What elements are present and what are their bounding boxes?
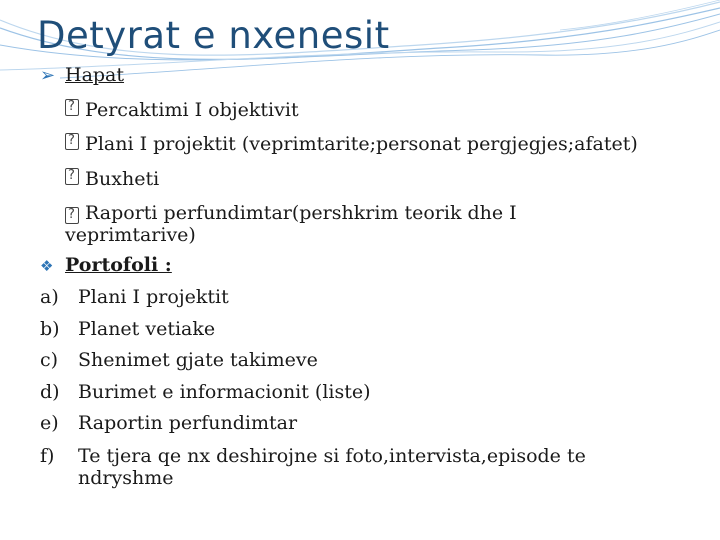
- list-letter: b): [40, 317, 60, 340]
- step-text: Percaktimi I objektivit: [85, 98, 299, 121]
- portofoli-heading: [40, 250, 700, 282]
- step-text: Plani I projektit (veprimtarite;personat pergjegjes;afatet): [85, 133, 638, 156]
- list-letter: d): [40, 380, 60, 403]
- list-text: Raportin perfundimtar: [78, 412, 298, 435]
- step-item: [40, 161, 700, 196]
- step-item: [40, 126, 700, 161]
- list-letter: f): [40, 444, 55, 467]
- step-item: [40, 92, 700, 127]
- list-text: Planet vetiake: [78, 317, 216, 340]
- diamond-bullet-icon: ❖: [40, 257, 54, 276]
- list-item: [40, 377, 700, 409]
- slide-body: [40, 60, 700, 493]
- list-text: Shenimet gjate takimeve: [78, 349, 318, 372]
- list-item: [40, 408, 700, 440]
- step-item: [40, 195, 585, 250]
- list-item: [40, 282, 700, 314]
- step-text: Buxheti: [85, 167, 160, 190]
- slide-title: Detyrat e nxenesit: [37, 14, 390, 57]
- missing-glyph-icon: [65, 168, 79, 185]
- list-item: [40, 440, 668, 493]
- list-letter: e): [40, 412, 59, 435]
- list-letter: c): [40, 349, 59, 372]
- list-text: Te tjera qe nx deshirojne si foto,intervista,episode te ndryshme: [78, 444, 586, 489]
- hapat-heading: [40, 60, 700, 92]
- step-text: Raporti perfundimtar(pershkrim teorik dhe I veprimtarive): [65, 202, 517, 247]
- list-item: [40, 314, 700, 346]
- hapat-label: Hapat: [65, 64, 125, 86]
- portofoli-label: Portofoli :: [65, 254, 172, 277]
- list-letter: a): [40, 285, 59, 308]
- arrow-bullet-icon: ➢: [40, 65, 56, 86]
- missing-glyph-icon: [65, 207, 79, 224]
- list-text: Plani I projektit: [78, 285, 229, 308]
- list-item: [40, 345, 700, 377]
- list-text: Burimet e informacionit (liste): [78, 380, 371, 403]
- missing-glyph-icon: [65, 133, 79, 150]
- missing-glyph-icon: [65, 99, 79, 116]
